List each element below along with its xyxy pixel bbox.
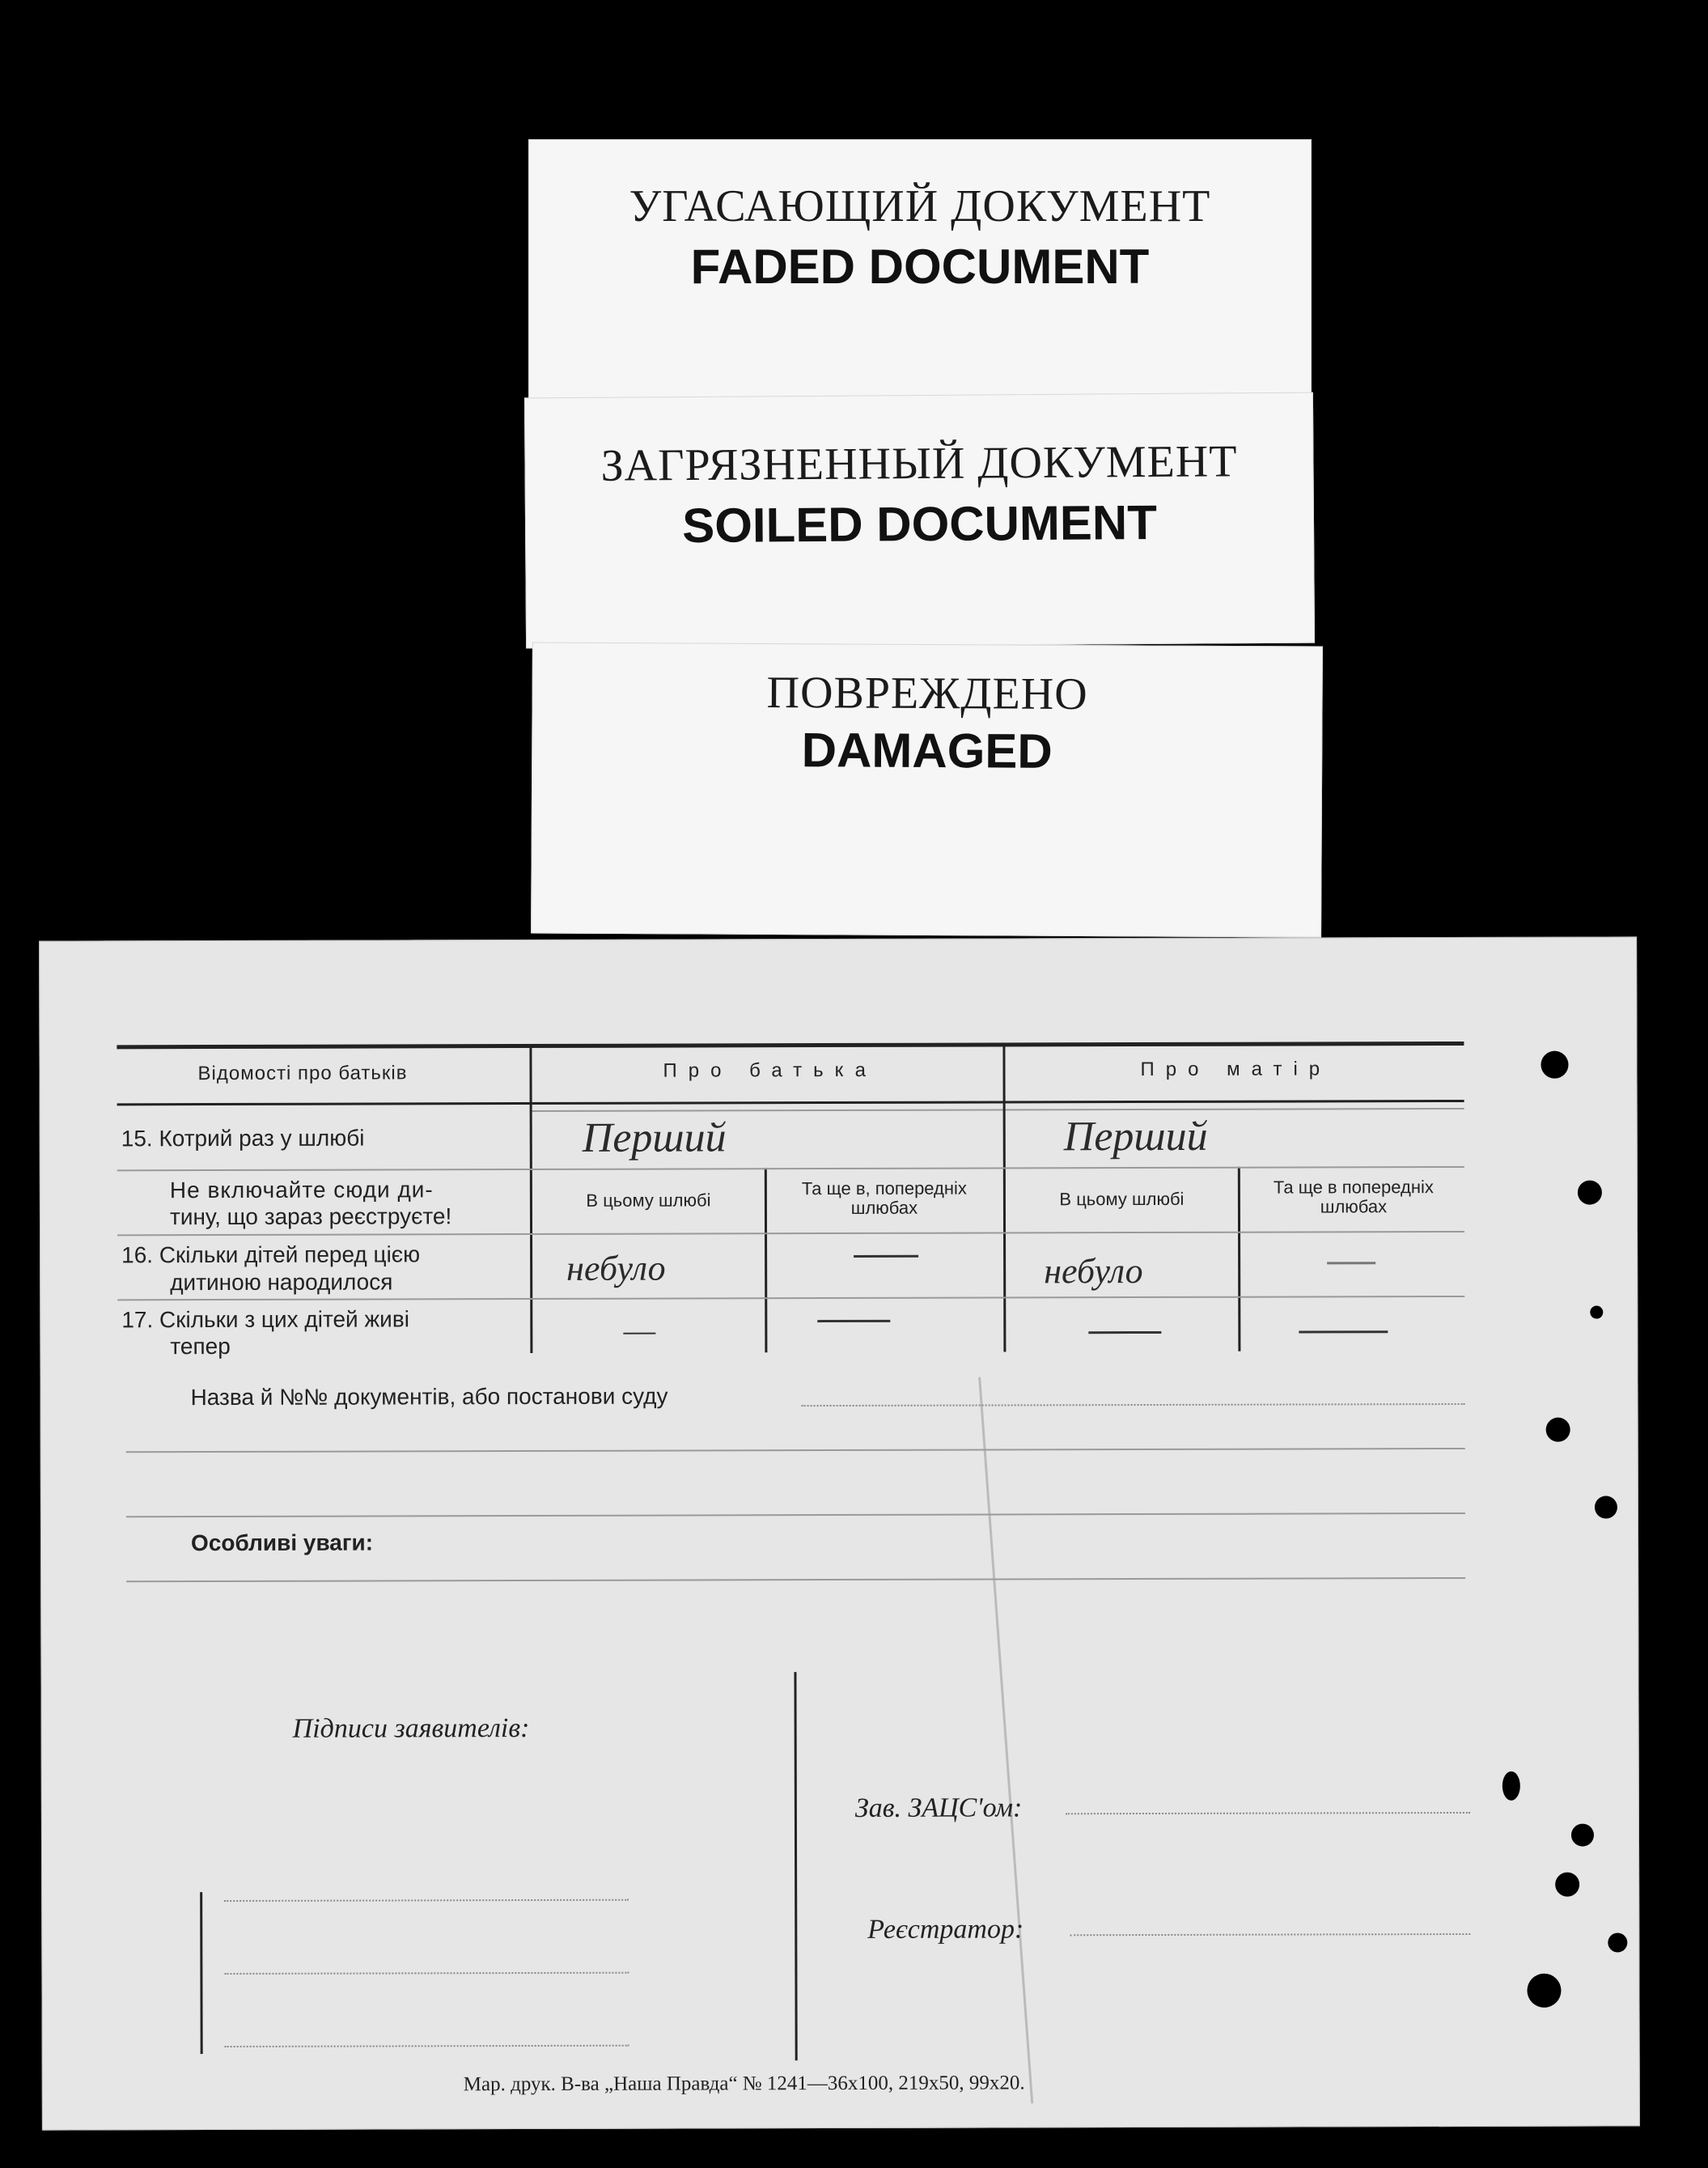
table-top-rule xyxy=(117,1042,1464,1049)
row17-father-prev-dash xyxy=(817,1320,890,1322)
row15-label: 15. Котрий раз у шлюбі xyxy=(121,1125,365,1152)
table-header-rule xyxy=(117,1100,1464,1105)
row17-label-line1: 17. Скільки з цих дітей живі xyxy=(121,1306,409,1333)
row15-father-answer: Перший xyxy=(582,1114,727,1161)
subheader-mother-prev-line1: Та ще в попередніх xyxy=(1273,1177,1434,1198)
subheader-father-prev-line1: Та ще в, попередніх xyxy=(801,1177,967,1199)
signatures-label: Підписи заявителів: xyxy=(292,1713,530,1744)
subheader-father-this: В цьому шлюбі xyxy=(586,1190,711,1211)
subheader-rule xyxy=(117,1231,1464,1236)
row16-father-prev-dash xyxy=(854,1255,918,1258)
row16-father-this-answer: небуло xyxy=(566,1248,666,1288)
row16-label-line2: дитиною народилося xyxy=(170,1269,393,1296)
row15-mother-answer: Перший xyxy=(1063,1113,1208,1160)
card-title-ru: ЗАГРЯЗНЕННЫЙ ДОКУМЕНТ xyxy=(600,436,1238,491)
punch-hole xyxy=(1541,1051,1568,1079)
punch-hole xyxy=(1527,1974,1561,2008)
note-line-1: Не включайте сюди ди- xyxy=(169,1177,434,1203)
faded-document-card xyxy=(528,139,1312,406)
documents-label: Назва й №№ документів, або постанови суду xyxy=(190,1383,668,1411)
punch-hole xyxy=(1546,1418,1570,1442)
punch-hole xyxy=(1590,1306,1603,1319)
row17-mother-prev-dash xyxy=(1299,1330,1388,1333)
punch-hole xyxy=(1578,1181,1602,1205)
punch-hole xyxy=(1502,1771,1520,1801)
row17-label-line2: тепер xyxy=(170,1333,231,1360)
punch-hole xyxy=(1555,1873,1579,1897)
punch-hole xyxy=(1571,1824,1594,1847)
subheader-father-prev-line2: шлюбах xyxy=(850,1197,918,1218)
registrar-line xyxy=(1070,1933,1470,1936)
punch-hole xyxy=(1595,1496,1617,1518)
card-title-ru: ПОВРЕЖДЕНО xyxy=(766,667,1088,720)
remarks-label: Особливі уваги: xyxy=(190,1529,374,1556)
soiled-document-card xyxy=(524,392,1315,649)
subheader-father-prev xyxy=(767,1178,1002,1218)
damaged-card xyxy=(531,642,1323,937)
punch-hole xyxy=(1608,1933,1627,1952)
row16-rule xyxy=(117,1296,1464,1300)
printer-imprint: Мар. друк. В-ва „Наша Правда“ № 1241—36x100, 219x50, 99x20. xyxy=(463,2072,1025,2096)
registrar-label: Реєстратор: xyxy=(867,1914,1024,1945)
card-title-ru: УГАСАЮЩИЙ ДОКУМЕНТ xyxy=(629,181,1211,231)
remarks-rule xyxy=(126,1577,1465,1582)
head-of-registry-line xyxy=(1066,1812,1470,1814)
row16-mother-this-answer: небуло xyxy=(1044,1251,1143,1292)
card-title-en: DAMAGED xyxy=(801,723,1053,779)
header-mother: Про матір xyxy=(1140,1058,1332,1081)
row17-mother-this-dash xyxy=(1088,1331,1161,1334)
signature-line-2 xyxy=(224,1972,629,1975)
note-line-2: тину, що зараз реєструєте! xyxy=(169,1203,452,1230)
registration-form-page xyxy=(39,936,1640,2130)
header-father: Про батька xyxy=(663,1059,878,1082)
table-header-rule-2 xyxy=(530,1108,1464,1112)
documents-rule-2 xyxy=(126,1513,1465,1517)
signature-divider xyxy=(794,1672,797,2060)
subheader-mother-prev xyxy=(1240,1177,1467,1217)
row16-label-line1: 16. Скільки дітей перед цією xyxy=(121,1241,421,1268)
subheader-mother-this: В цьому шлюбі xyxy=(1059,1188,1185,1210)
head-of-registry-label: Зав. ЗАЦС'ом: xyxy=(854,1793,1023,1823)
paper-crease xyxy=(978,1377,1033,2104)
header-parents-info: Відомості про батьків xyxy=(197,1062,408,1085)
documents-dotted-line xyxy=(802,1403,1465,1406)
signature-bracket xyxy=(200,1892,203,2054)
row16-mother-prev-dash xyxy=(1327,1262,1375,1264)
subheader-mother-prev-line2: шлюбах xyxy=(1320,1196,1388,1217)
card-title-en: SOILED DOCUMENT xyxy=(681,494,1158,554)
row17-father-this-dash xyxy=(623,1333,655,1334)
card-title-en: FADED DOCUMENT xyxy=(690,240,1150,294)
row15-rule xyxy=(117,1166,1464,1171)
signature-line-3 xyxy=(225,2045,629,2047)
signature-line-1 xyxy=(224,1899,629,1902)
documents-rule xyxy=(126,1448,1465,1453)
